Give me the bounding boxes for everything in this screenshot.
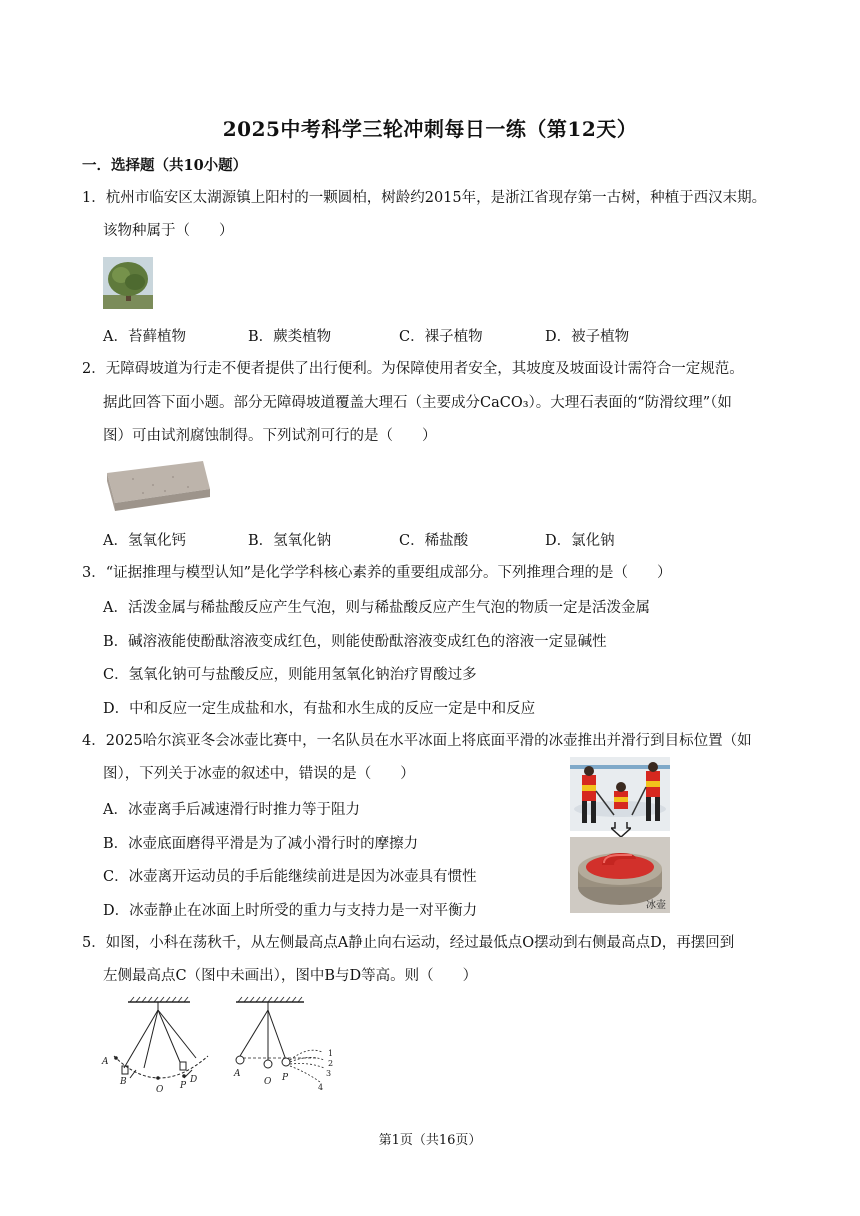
point-label: O [156,1085,164,1095]
question-text: 据此回答下面小题。部分无障碍坡道覆盖大理石（主要成分CaCO₃）。大理石表面的“防滑纹理”（如 [103,395,732,411]
question-text: 左侧最高点C（图中未画出），图中B与D等高。则（ ） [103,968,478,984]
cypress-tree-image [103,257,153,309]
option-b: B．碱溶液能使酚酞溶液变成红色，则能使酚酞溶液变成红色的溶液一定显碱性 [103,634,607,650]
option-c: C．冰壶离开运动员的手后能继续前进是因为冰壶具有惯性 [103,869,477,885]
swing-diagram-1 [100,996,216,1100]
path-label: 4 [318,1083,324,1092]
section-heading: 一．选择题（共10小题） [82,157,248,174]
point-label: A [102,1057,109,1067]
option-b: B．氢氧化钠 [248,533,332,549]
point-label: P [282,1073,289,1083]
option-b: B．冰壶底面磨得平滑是为了减小滑行时的摩擦力 [103,836,419,852]
option-c: C．裸子植物 [399,329,483,345]
question-text: 图），下列关于冰壶的叙述中，错误的是（ ） [103,766,415,782]
image-caption: 冰壶 [646,900,666,911]
option-a: A．苔藓植物 [103,329,186,345]
question-text: 4．2025哈尔滨亚冬会冰壶比赛中，一名队员在水平冰面上将底面平滑的冰壶推出并滑行到目标位置（如 [82,733,752,749]
point-label: P [180,1081,187,1091]
question-text: 5．如图，小科在荡秋千，从左侧最高点A静止向右运动，经过最低点O摆动到右侧最高点D，再摆回到 [82,935,735,951]
curling-stone-image [570,837,670,913]
option-c: C．氢氧化钠可与盐酸反应，则能用氢氧化钠治疗胃酸过多 [103,667,477,683]
question-text: 该物种属于（ ） [103,223,234,239]
page-title: 2025中考科学三轮冲刺每日一练（第12天） [222,117,638,141]
question-text: 3．“证据推理与模型认知”是化学学科核心素养的重要组成部分。下列推理合理的是（ ） [82,565,672,581]
path-label: 3 [326,1069,332,1078]
option-d: D．中和反应一定生成盐和水，有盐和水生成的反应一定是中和反应 [103,701,536,717]
question-text: 1．杭州市临安区太湖源镇上阳村的一颗圆柏，树龄约2015年，是浙江省现存第一古树，种植于西汉末期。 [82,190,767,206]
option-a: A．活泼金属与稀盐酸反应产生气泡，则与稀盐酸反应产生气泡的物质一定是活泼金属 [103,600,650,616]
point-label: O [264,1077,272,1087]
option-a: A．氢氧化钙 [103,533,186,549]
curling-players-image [570,757,670,831]
page-footer: 第1页（共16页） [378,1133,482,1148]
option-b: B．蕨类植物 [248,329,332,345]
option-a: A．冰壶离手后减速滑行时推力等于阻力 [103,802,360,818]
option-d: D．氯化钠 [545,533,615,549]
point-label: B [120,1077,127,1087]
question-text: 图）可由试剂腐蚀制得。下列试剂可行的是（ ） [103,428,437,444]
swing-diagram-2 [228,996,344,1096]
option-d: D．冰壶静止在冰面上时所受的重力与支持力是一对平衡力 [103,903,478,919]
option-d: D．被子植物 [545,329,630,345]
option-c: C．稀盐酸 [399,533,469,549]
point-label: A [234,1069,241,1079]
path-label: 2 [328,1059,334,1068]
marble-slab-image [103,459,211,515]
down-arrow-icon [611,822,631,838]
point-label: D [190,1075,198,1085]
question-text: 2．无障碍坡道为行走不便者提供了出行便利。为保障使用者安全，其坡度及坡面设计需符合一定规范。 [82,361,744,377]
path-label: 1 [328,1049,334,1058]
